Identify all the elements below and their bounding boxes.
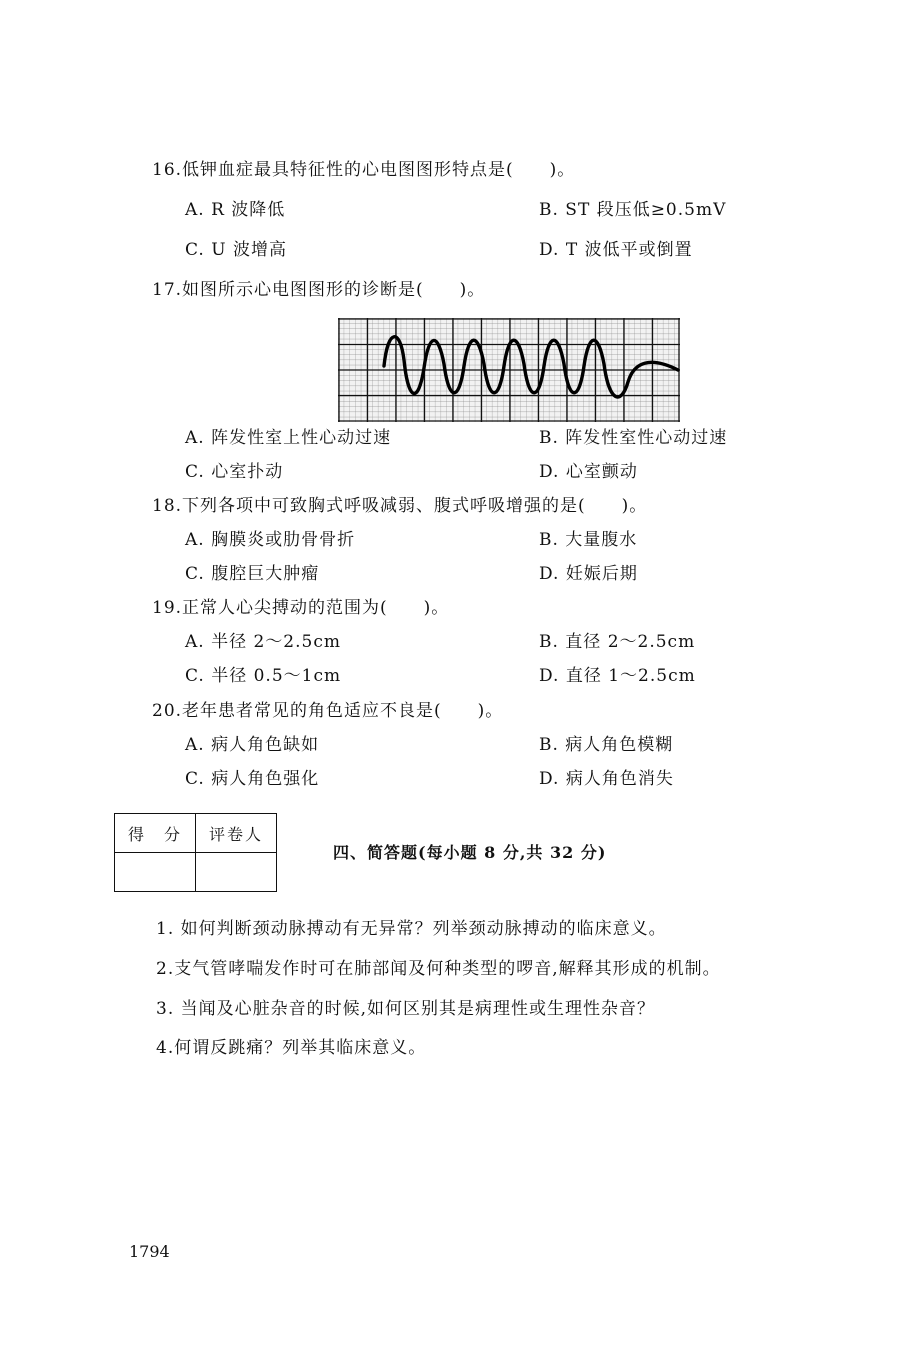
question-20-option-a: A. 病人角色缺如 (185, 735, 320, 755)
question-16-option-c: C. U 波增高 (185, 240, 287, 260)
question-18-stem: 18.下列各项中可致胸式呼吸减弱、腹式呼吸增强的是( )。 (152, 496, 648, 516)
score-table (114, 813, 277, 892)
short-answer-3: 3. 当闻及心脏杂音的时候,如何区别其是病理性或生理性杂音？ (156, 999, 656, 1019)
question-20-option-b: B. 病人角色模糊 (539, 735, 674, 755)
question-17-stem: 17.如图所示心电图图形的诊断是( )。 (152, 280, 486, 300)
question-18-option-d: D. 妊娠后期 (539, 564, 638, 584)
question-19-option-a: A. 半径 2～2.5cm (185, 632, 341, 652)
question-17-option-c: C. 心室扑动 (185, 462, 284, 482)
section-title: 四、简答题(每小题 8 分,共 32 分) (333, 843, 607, 862)
question-19-option-c: C. 半径 0.5～1cm (185, 666, 342, 686)
question-18-option-a: A. 胸膜炎或肋骨骨折 (185, 530, 356, 550)
question-17-option-a: A. 阵发性室上性心动过速 (185, 428, 392, 448)
grader-blank-cell (196, 853, 277, 892)
grader-label-cell: 评卷人 (196, 814, 277, 853)
score-label-cell: 得 分 (115, 814, 196, 853)
question-19-option-d: D. 直径 1～2.5cm (539, 666, 696, 686)
question-17-option-d: D. 心室颤动 (539, 462, 638, 482)
question-16-option-a: A. R 波降低 (185, 200, 286, 220)
question-18-option-b: B. 大量腹水 (539, 530, 638, 550)
short-answer-2: 2.支气管哮喘发作时可在肺部闻及何种类型的啰音,解释其形成的机制。 (156, 959, 721, 979)
page-number: 1794 (129, 1242, 170, 1261)
question-20-option-d: D. 病人角色消失 (539, 769, 674, 789)
question-16-stem: 16.低钾血症最具特征性的心电图图形特点是( )。 (152, 160, 576, 180)
question-19-option-b: B. 直径 2～2.5cm (539, 632, 696, 652)
question-17-option-b: B. 阵发性室性心动过速 (539, 428, 728, 448)
score-blank-cell (115, 853, 196, 892)
question-16-option-d: D. T 波低平或倒置 (539, 240, 693, 260)
question-20-option-c: C. 病人角色强化 (185, 769, 320, 789)
question-20-stem: 20.老年患者常见的角色适应不良是( )。 (152, 701, 504, 721)
short-answer-1: 1. 如何判断颈动脉搏动有无异常？列举颈动脉搏动的临床意义。 (156, 919, 667, 939)
question-18-option-c: C. 腹腔巨大肿瘤 (185, 564, 320, 584)
question-16-option-b: B. ST 段压低≥0.5mV (539, 200, 727, 220)
question-19-stem: 19.正常人心尖搏动的范围为( )。 (152, 598, 450, 618)
short-answer-4: 4.何谓反跳痛？列举其临床意义。 (156, 1038, 427, 1058)
ecg-waveform-figure (338, 318, 680, 422)
